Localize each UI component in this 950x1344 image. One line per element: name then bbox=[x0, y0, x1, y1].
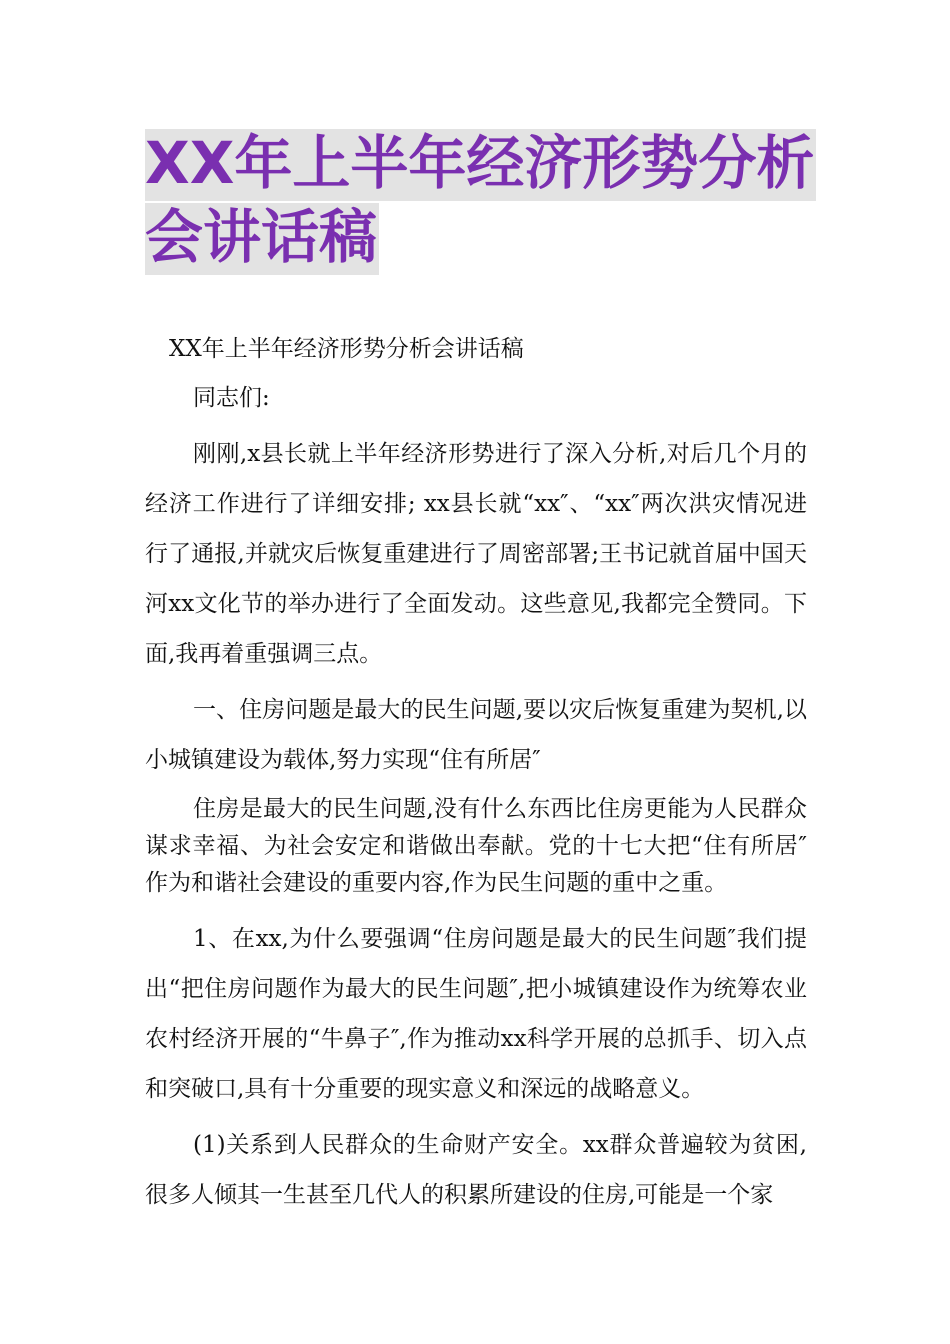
housing-paragraph: 住房是最大的民生问题,没有什么东西比住房更能为人民群众谋求幸福、为社会安定和谐做出奉献。党的十七大把“住有所居″作为和谐社会建设的重要内容,作为民生问题的重中之重。 bbox=[145, 796, 807, 896]
document-title bbox=[145, 126, 825, 274]
title-line-2: 会讲话稿 bbox=[145, 203, 379, 275]
point-1-paragraph: 1、在xx,为什么要强调“住房问题是最大的民生问题″我们提出“把住房问题作为最大的民生问题″,把小城镇建设作为统筹农业农村经济开展的“牛鼻子″,作为推动xx科学开展的总抓手、切入点和突破口,具有十分重要的现实意义和深远的战略意义。 bbox=[145, 926, 807, 1102]
title-line-1: XX年上半年经济形势分析 bbox=[145, 129, 816, 201]
intro-paragraph: 刚刚,x县长就上半年经济形势进行了深入分析,对后几个月的经济工作进行了详细安排; xx县长就“xx″、“xx″两次洪灾情况进行了通报,并就灾后恢复重建进行了周密部署;王书记就首届中国天河xx文化节的举办进行了全面发动。这些意见,我都完全赞同。下面,我再着重强调三点。 bbox=[145, 441, 807, 667]
document-subtitle: XX年上半年经济形势分析会讲话稿 bbox=[169, 336, 524, 362]
subpoint-1-paragraph: (1)关系到人民群众的生命财产安全。xx群众普遍较为贫困,很多人倾其一生甚至几代人的积累所建设的住房,可能是一个家 bbox=[145, 1132, 807, 1208]
document-body bbox=[145, 330, 807, 1220]
greeting-paragraph: 同志们: bbox=[193, 385, 270, 411]
section-heading-1: 一、住房问题是最大的民生问题,要以灾后恢复重建为契机,以小城镇建设为载体,努力实现“住有所居″ bbox=[145, 697, 807, 773]
